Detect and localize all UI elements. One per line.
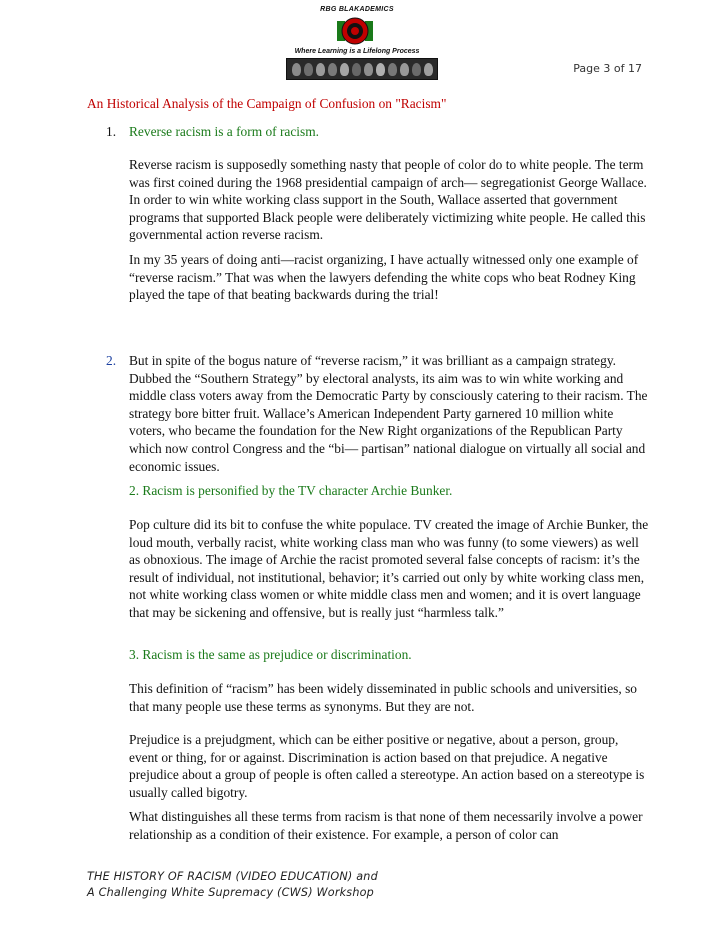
item1-heading: Reverse racism is a form of racism. [129, 124, 320, 139]
item2-paragraph-1: But in spite of the bogus nature of “reverse racism,” it was brilliant as a campaign strategy. Dubbed the “Southern Strategy” by electoral analysts, its aim was to win white working and middle class voters away from the Democratic Party by consciously catering to their racism. The strategy bore bitter fruit. Wallace’s American Independent Party garnered 10 million white voters, who became the foundation for the New Right organizations of the Republican Party which now control Congress and the “bi— partisan” national dialogue on virtually all social and economic issues. [129, 353, 648, 474]
footer-line-2: A Challenging White Supremacy (CWS) Workshop [87, 886, 374, 899]
emblem-icon [337, 16, 373, 46]
list-number-2: 2. [106, 353, 117, 368]
item2-paragraph-3: This definition of “racism” has been widely disseminated in public schools and universities, so that many people use these terms as synonyms. But they are not. [129, 681, 637, 714]
footer-line-1: THE HISTORY OF RACISM (VIDEO EDUCATION) and [87, 870, 378, 883]
page-number: Page 3 of 17 [573, 62, 642, 75]
subheading-prejudice: 3. Racism is the same as prejudice or discrimination. [129, 647, 412, 662]
portrait-strip [286, 58, 438, 80]
footer [87, 869, 378, 901]
subheading-archie-bunker: 2. Racism is personified by the TV character Archie Bunker. [129, 483, 453, 498]
item1-paragraph-1: Reverse racism is supposedly something nasty that people of color do to white people. The term was first coined during the 1968 presidential campaign of arch— segregationist George Wallace. In order to win white working class support in the South, Wallace asserted that government programs that supported Black people were deliberately victimizing white people. He called this governmental action reverse racism. [129, 157, 647, 243]
item1-paragraph-2: In my 35 years of doing anti—racist organizing, I have actually witnessed only one example of “reverse racism.” That was when the lawyers defending the white cops who beat Rodney King played the tape of that beating backwards during the trial! [129, 252, 639, 303]
logo-brand-text: RBG BLAKADEMICS [320, 6, 394, 13]
item2-paragraph-5: What distinguishes all these terms from racism is that none of them necessarily involve a power relationship as a condition of their existence. For example, a person of color can [129, 809, 643, 842]
list-number-1: 1. [106, 124, 117, 139]
item2-paragraph-2: Pop culture did its bit to confuse the white populace. TV created the image of Archie Bunker, the loud mouth, verbally racist, white working class man who was funny (to some viewers) as well as obnoxious. The image of Archie the racist promoted several false concepts of racism: it’s the result of individual, not institutional, behavior; it’s carried out only by white working class men, not white working class women or white middle class men and women; and it is overt language that may be sickening and offensive, but is really just “harmless talk.” [129, 517, 649, 620]
header-logo [272, 0, 442, 84]
logo-tagline: Where Learning is a Lifelong Process [294, 48, 420, 55]
item2-paragraph-4: Prejudice is a prejudgment, which can be either positive or negative, about a person, group, event or thing, for or against. Discrimination is action based on that prejudice. A negative prejudice about a group of people is often called a stereotype. An action based on a stereotype is usually called bigotry. [129, 732, 645, 800]
page-title: An Historical Analysis of the Campaign of Confusion on "Racism" [87, 96, 447, 111]
